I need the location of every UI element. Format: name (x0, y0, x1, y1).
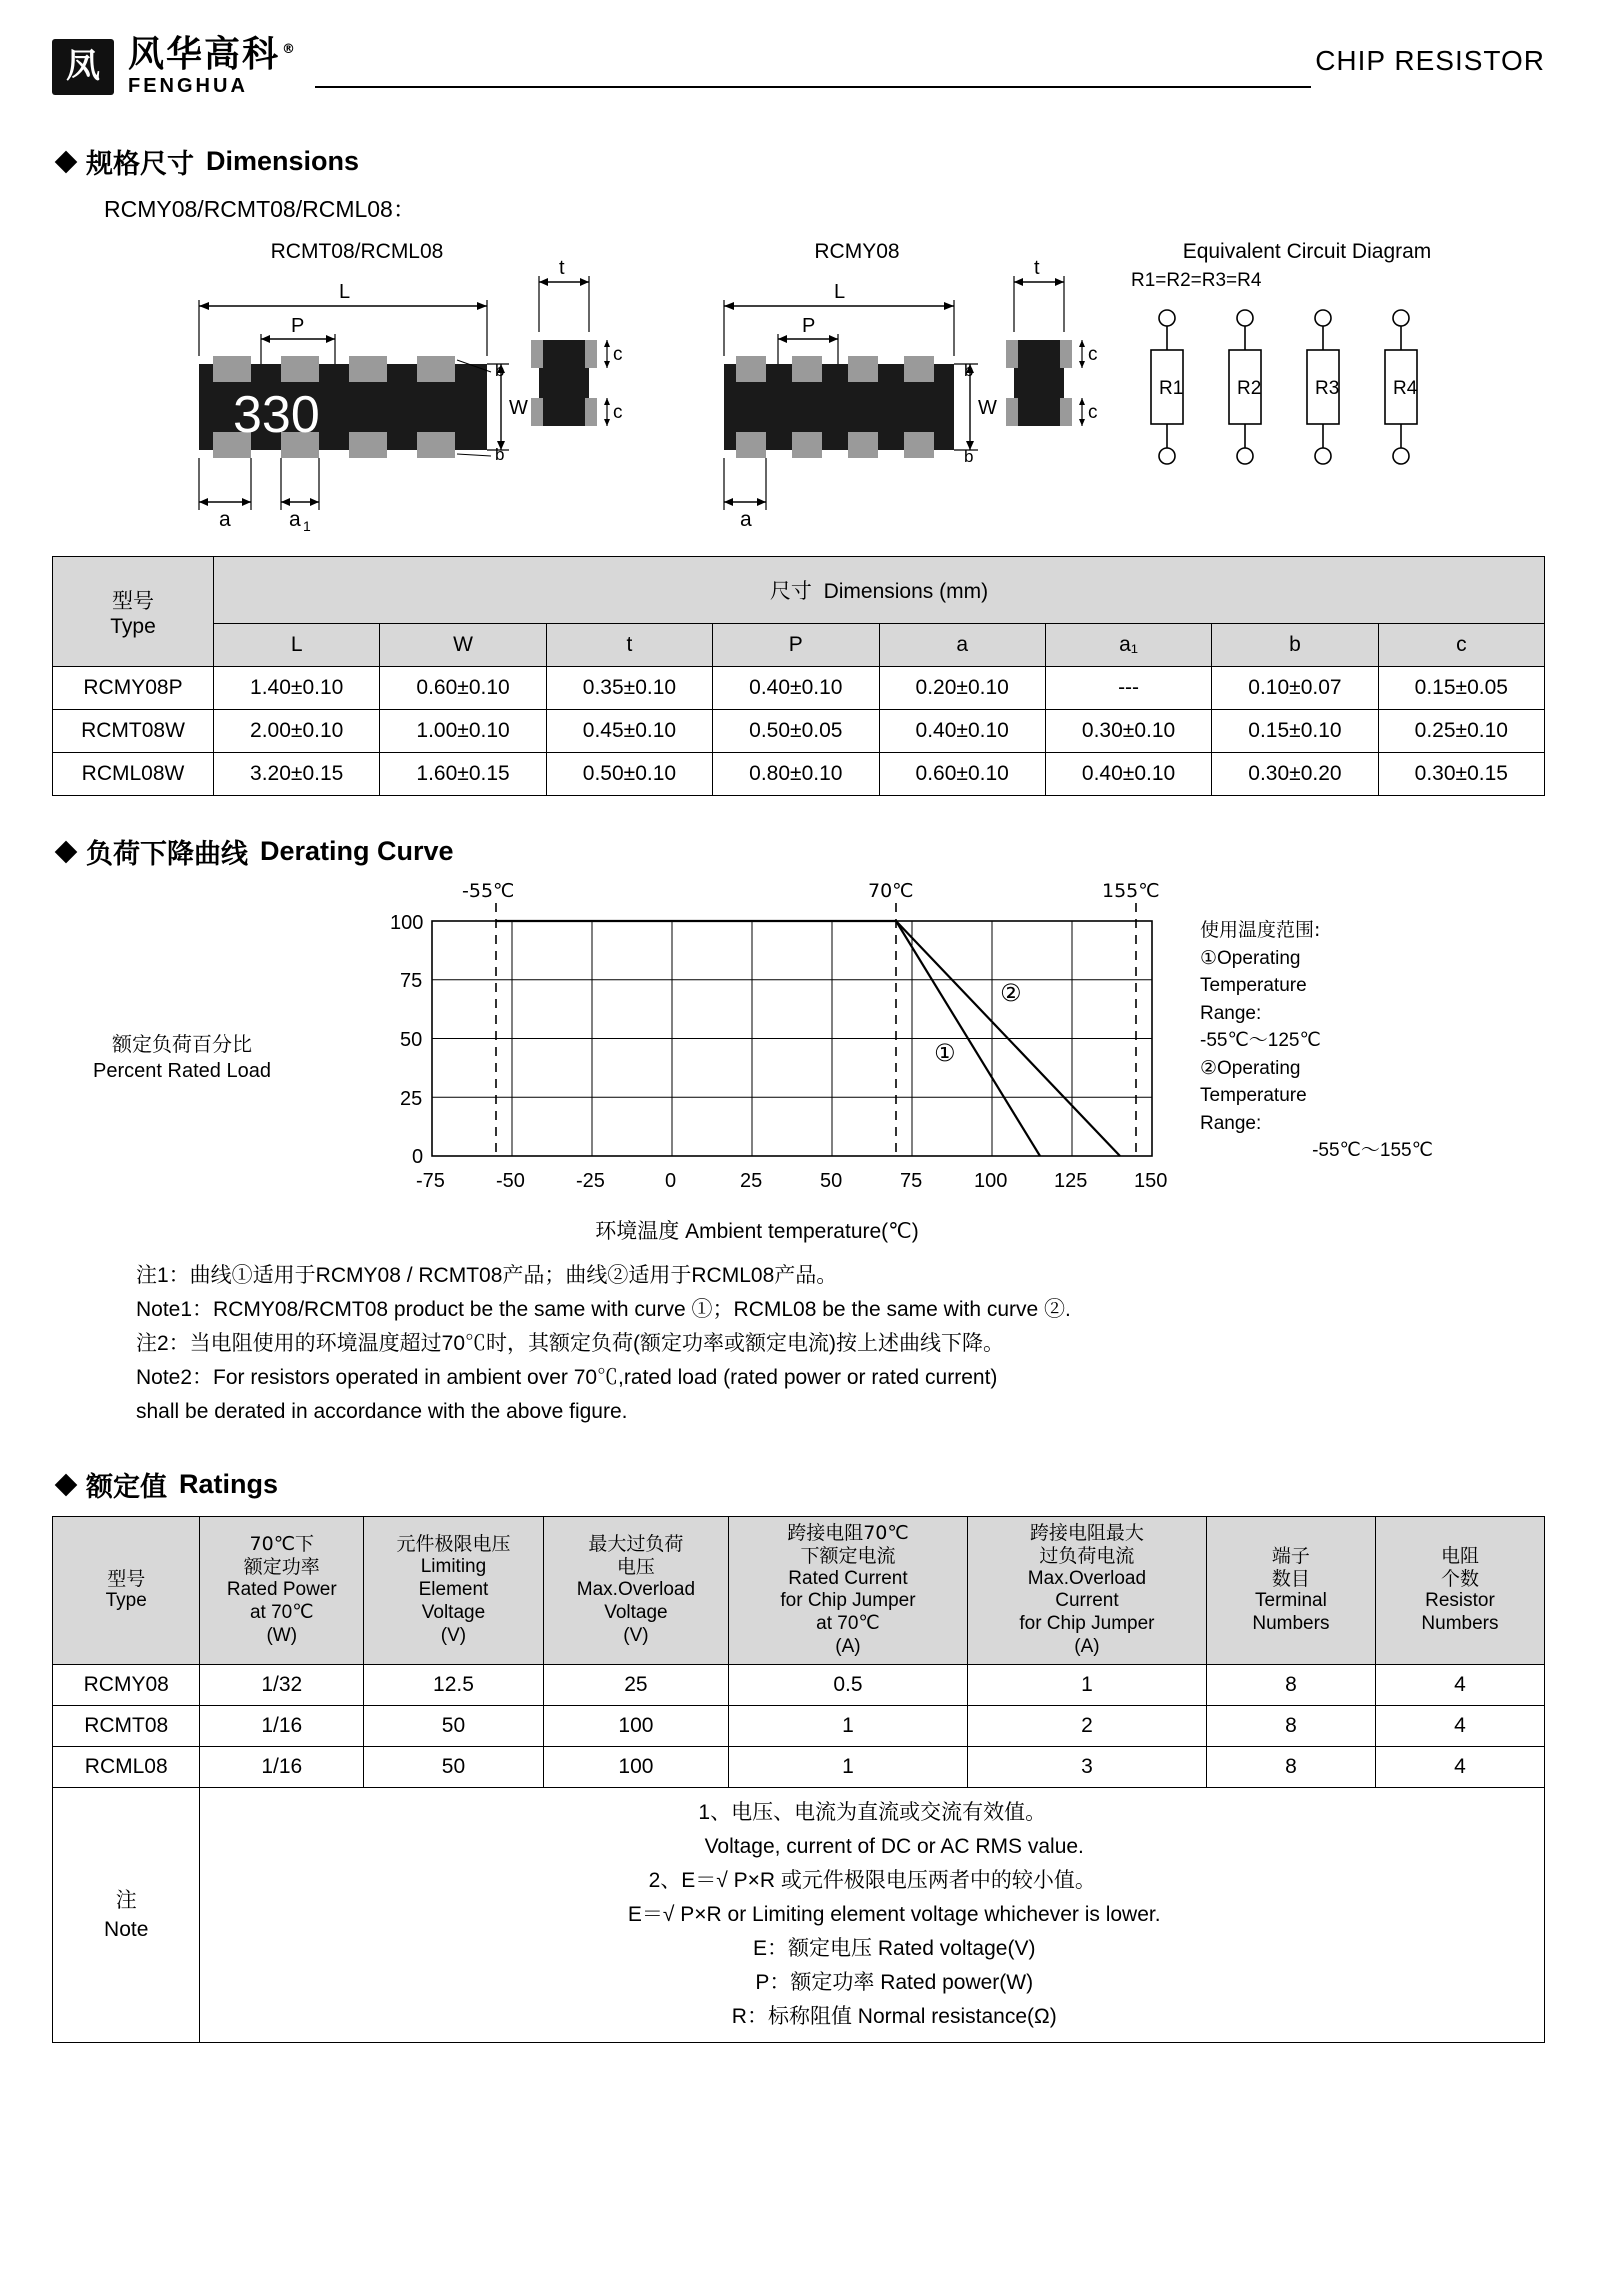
logo-company-cn-text: 风华高科 (128, 34, 281, 76)
dim-row2-c: 0.30±0.15 (1378, 753, 1544, 796)
ratings-note-3: E＝√ P×R or Limiting element voltage whichever is lower. (627, 1902, 1161, 1926)
derating-chart-block (52, 881, 1545, 1245)
legend-line-8: -55℃～155℃ (1312, 1140, 1433, 1162)
rt-col-limiting-l4: (V) (440, 1624, 467, 1646)
svg-text:c: c (613, 344, 623, 365)
rt-row1-v4: 2 (967, 1705, 1206, 1746)
svg-text:②: ② (1000, 979, 1022, 1007)
legend-line-2: Temperature (1200, 975, 1307, 997)
ratings-note-1: Voltage, current of DC or AC RMS value. (704, 1834, 1084, 1858)
dim-table-header-row-1 (53, 557, 1545, 624)
svg-text:L: L (339, 281, 351, 303)
derate-note-0: 注1：曲线①适用于RCMY08 / RCMT08产品；曲线②适用于RCML08产品。 (136, 1264, 838, 1287)
header-row (52, 28, 1545, 106)
dim-col-type-en: Type (110, 614, 156, 638)
svg-text:25: 25 (400, 1088, 423, 1110)
derating-y-axis-cn: 额定负荷百分比 (112, 1032, 252, 1056)
legend-line-5: ②Operating (1200, 1057, 1301, 1079)
rt-col-moc-l3: Current (1055, 1590, 1119, 1612)
svg-text:P: P (802, 315, 816, 337)
derating-chart (312, 881, 1182, 1245)
dim-row1-type: RCMT08W (53, 710, 214, 753)
svg-text:a: a (219, 508, 231, 531)
ratings-note-label (53, 1787, 200, 2042)
svg-text:b: b (964, 447, 974, 466)
rt-row2-v6: 4 (1375, 1746, 1544, 1787)
dim-col-t: t (546, 624, 712, 667)
rt-row0-v3: 0.5 (728, 1664, 967, 1705)
svg-text:b: b (495, 361, 505, 380)
svg-text:t: t (1034, 257, 1040, 279)
dim-row1-a1: 0.30±0.10 (1045, 710, 1211, 753)
dimensions-table (52, 556, 1545, 796)
rt-col-resistor-numbers (1375, 1517, 1544, 1665)
derating-x-axis-en: Ambient temperature(℃) (685, 1220, 919, 1243)
rt-col-mov-l0: 最大过负荷 (588, 1533, 684, 1556)
ratings-note-row (53, 1787, 1545, 2042)
rt-row2-v1: 50 (364, 1746, 544, 1787)
svg-text:a: a (740, 508, 752, 531)
rt-col-term-l2: Terminal (1255, 1590, 1327, 1612)
dim-row0-a: 0.20±0.10 (879, 667, 1045, 710)
rt-col-mov-l1: 电压 (616, 1556, 655, 1579)
svg-text:-55℃: -55℃ (462, 881, 515, 902)
section-ratings-heading (58, 1465, 1545, 1504)
diamond-bullet-icon (55, 1473, 78, 1496)
drawing-side2-svg (982, 240, 1112, 510)
rt-col-moc-l2: Max.Overload (1027, 1567, 1147, 1589)
diamond-bullet-icon (55, 840, 78, 863)
rt-col-rated-power-l3: at 70℃ (249, 1601, 314, 1623)
table-row (53, 753, 1545, 796)
rt-row0-v2: 25 (543, 1664, 728, 1705)
rt-col-type-en: Type (105, 1590, 147, 1612)
rt-col-type-cn: 型号 (107, 1567, 146, 1590)
dim-col-W: W (380, 624, 546, 667)
svg-text:75: 75 (900, 1170, 923, 1192)
drawing-label-left: RCMT08/RCML08 (270, 240, 444, 263)
rt-row2-v5: 8 (1206, 1746, 1375, 1787)
rt-col-limiting-l1: Limiting (420, 1556, 487, 1578)
dim-row2-P: 0.80±0.10 (713, 753, 879, 796)
dim-col-b: b (1212, 624, 1378, 667)
legend-line-3: Range: (1200, 1002, 1262, 1024)
drawing-rcmt08-svg (157, 264, 557, 534)
ratings-table (52, 1516, 1545, 2043)
page-title: CHIP RESISTOR (1305, 45, 1545, 77)
dim-row1-P: 0.50±0.05 (713, 710, 879, 753)
svg-text:c: c (613, 402, 623, 423)
rt-col-rcj-l5: (A) (835, 1636, 861, 1658)
derating-curve-svg (312, 881, 1182, 1211)
package-drawings (52, 240, 1545, 540)
rt-col-mov-l2: Max.Overload (576, 1579, 696, 1601)
rt-row0-type: RCMY08 (53, 1664, 200, 1705)
table-row (53, 1746, 1545, 1787)
diamond-bullet-icon (55, 150, 78, 173)
page-header (52, 28, 1545, 106)
ratings-note-0: 1、电压、电流为直流或交流有效值。 (698, 1800, 1047, 1824)
dim-col-a1: a₁ (1045, 624, 1211, 667)
svg-text:R2: R2 (1237, 378, 1262, 399)
dim-row2-type: RCML08W (53, 753, 214, 796)
section-derating-en: Derating Curve (260, 836, 454, 866)
dim-row1-W: 1.00±0.10 (380, 710, 546, 753)
dim-row2-W: 1.60±0.15 (380, 753, 546, 796)
rt-col-rated-power (200, 1517, 364, 1665)
rt-col-res-l3: Numbers (1421, 1613, 1499, 1635)
section-derating-cn: 负荷下降曲线 (86, 839, 248, 870)
svg-text:125: 125 (1054, 1170, 1088, 1192)
dim-table-header-row-2 (53, 624, 1545, 667)
dim-row0-P: 0.40±0.10 (713, 667, 879, 710)
company-logo (52, 36, 297, 98)
table-row (53, 710, 1545, 753)
dim-row0-c: 0.15±0.05 (1378, 667, 1544, 710)
rt-col-moc-l0: 跨接电阻最大 (1029, 1522, 1144, 1545)
svg-text:W: W (509, 397, 528, 419)
rt-row2-v0: 1/16 (200, 1746, 364, 1787)
derate-note-2: 注2：当电阻使用的环境温度超过70℃时，其额定负荷(额定功率或额定电流)按上述曲线下降。 (136, 1332, 1005, 1356)
dim-row1-a: 0.40±0.10 (879, 710, 1045, 753)
svg-text:50: 50 (820, 1170, 843, 1192)
dim-col-L: L (214, 624, 380, 667)
rt-row0-v5: 8 (1206, 1664, 1375, 1705)
dim-row0-a1: --- (1045, 667, 1211, 710)
svg-text:R4: R4 (1393, 378, 1418, 399)
section-derating-heading (58, 832, 1545, 871)
rt-col-moc-l1: 过负荷电流 (1039, 1544, 1135, 1567)
dim-group-header-en: Dimensions (mm) (823, 580, 989, 603)
svg-text:75: 75 (400, 970, 423, 992)
dim-group-header-cn: 尺寸 (769, 579, 812, 603)
logo-mark-icon (52, 39, 114, 95)
svg-text:155℃: 155℃ (1102, 881, 1160, 902)
derate-note-3: Note2：For resistors operated in ambient over 70℃,rated load (rated power or rated current) (136, 1366, 998, 1390)
drawing-label-mid: RCMY08 (814, 240, 900, 263)
ratings-note-5: P：额定功率 Rated power(W) (755, 1970, 1034, 1994)
svg-text:①: ① (934, 1039, 956, 1067)
rt-col-term-l3: Numbers (1252, 1613, 1330, 1635)
rt-row2-v3: 1 (728, 1746, 967, 1787)
derating-x-axis-cn: 环境温度 (595, 1219, 680, 1243)
svg-text:100: 100 (974, 1170, 1008, 1192)
rt-row2-v2: 100 (543, 1746, 728, 1787)
rt-col-max-overload-voltage (543, 1517, 728, 1665)
rt-col-mov-l4: (V) (623, 1624, 649, 1646)
legend-line-0: 使用温度范围: (1200, 919, 1321, 941)
rt-row0-v4: 1 (967, 1664, 1206, 1705)
dim-row2-L: 3.20±0.15 (214, 753, 380, 796)
legend-line-4: -55℃～125℃ (1200, 1030, 1321, 1052)
ratings-note-2: 2、E＝√ P×R 或元件极限电压两者中的较小值。 (648, 1868, 1096, 1892)
ratings-note-4: E：额定电压 Rated voltage(V) (753, 1936, 1036, 1960)
rt-col-rated-power-l0: 70℃下 (249, 1533, 315, 1556)
rt-col-terminal-numbers (1206, 1517, 1375, 1665)
ratings-note-label-en: Note (104, 1917, 149, 1941)
drawing-rcmy08-svg (692, 264, 1022, 534)
ratings-note-content (200, 1787, 1545, 2042)
derating-y-axis-title (52, 881, 312, 1085)
svg-text:25: 25 (740, 1170, 763, 1192)
derating-notes (136, 1259, 1545, 1429)
svg-text:-25: -25 (576, 1170, 605, 1192)
rt-col-rcj-l4: at 70℃ (816, 1613, 880, 1635)
dimensions-subtitle: RCMY08/RCMT08/RCML08： (104, 196, 416, 222)
rt-col-rated-power-l2: Rated Power (226, 1579, 337, 1601)
svg-text:50: 50 (400, 1029, 423, 1051)
ratings-header-row (53, 1517, 1545, 1665)
rt-col-term-l0: 端子 (1271, 1544, 1310, 1567)
equivalent-circuit-svg (1127, 292, 1487, 492)
dim-row1-c: 0.25±0.10 (1378, 710, 1544, 753)
drawing-equivalent-circuit (1127, 240, 1487, 492)
dim-col-type (53, 557, 214, 667)
svg-text:c: c (1088, 344, 1098, 365)
dim-col-type-cn: 型号 (112, 588, 154, 613)
rt-col-limiting-voltage (364, 1517, 544, 1665)
svg-text:-50: -50 (496, 1170, 525, 1192)
dim-row2-a1: 0.40±0.10 (1045, 753, 1211, 796)
circuit-note: R1=R2=R3=R4 (1131, 270, 1262, 291)
rt-col-res-l0: 电阻 (1440, 1544, 1479, 1567)
section-ratings-en: Ratings (179, 1469, 279, 1500)
dim-col-a: a (879, 624, 1045, 667)
rt-row1-v3: 1 (728, 1705, 967, 1746)
drawing-label-right: Equivalent Circuit Diagram (1182, 240, 1432, 263)
rt-row1-v5: 8 (1206, 1705, 1375, 1746)
dim-row2-a: 0.60±0.10 (879, 753, 1045, 796)
logo-text (128, 36, 297, 98)
derating-legend (1182, 881, 1545, 1165)
dim-col-P: P (713, 624, 879, 667)
svg-text:b: b (964, 361, 974, 380)
derate-note-4: shall be derated in accordance with the above figure. (136, 1400, 628, 1424)
rt-col-res-l1: 个数 (1440, 1567, 1479, 1590)
rt-row2-v4: 3 (967, 1746, 1206, 1787)
legend-line-1: ①Operating (1200, 947, 1301, 969)
svg-text:b: b (495, 445, 505, 464)
rt-row0-v0: 1/32 (200, 1664, 364, 1705)
drawing-side1-svg (507, 240, 637, 510)
svg-text:R1: R1 (1159, 378, 1184, 399)
rt-col-limiting-l2: Element (418, 1579, 489, 1601)
svg-text:-75: -75 (416, 1170, 445, 1192)
rt-col-rated-power-l4: (W) (266, 1624, 298, 1646)
rt-row0-v6: 4 (1375, 1664, 1544, 1705)
derating-x-axis-title (332, 1215, 1182, 1245)
svg-text:R3: R3 (1315, 378, 1340, 399)
svg-text:1: 1 (303, 518, 311, 534)
svg-text:c: c (1088, 402, 1098, 423)
legend-line-7: Range: (1200, 1112, 1262, 1134)
rt-row0-v1: 12.5 (364, 1664, 544, 1705)
dim-row1-L: 2.00±0.10 (214, 710, 380, 753)
rt-row1-type: RCMT08 (53, 1705, 200, 1746)
dim-group-header (214, 557, 1545, 624)
rt-col-moc-l4: for Chip Jumper (1019, 1613, 1155, 1635)
svg-text:P: P (291, 315, 305, 337)
dim-row1-t: 0.45±0.10 (546, 710, 712, 753)
rt-col-rcj-l3: for Chip Jumper (780, 1590, 916, 1612)
logo-company-en: FENGHUA (128, 74, 248, 97)
ratings-note-label-cn: 注 (115, 1887, 137, 1912)
rt-row1-v2: 100 (543, 1705, 728, 1746)
drawing-rcmt08-rcml08 (157, 240, 557, 534)
rt-row1-v6: 4 (1375, 1705, 1544, 1746)
drawing-rcmt08-side (507, 240, 637, 510)
rt-col-term-l1: 数目 (1271, 1567, 1310, 1590)
section-ratings-cn: 额定值 (86, 1472, 167, 1504)
dim-row0-L: 1.40±0.10 (214, 667, 380, 710)
rt-col-rcj-l1: 下额定电流 (800, 1544, 896, 1567)
svg-text:a: a (289, 508, 301, 531)
rt-col-rated-power-l1: 额定功率 (243, 1556, 320, 1579)
ratings-note-6: R：标称阻值 Normal resistance(Ω) (731, 2004, 1057, 2028)
table-row (53, 1705, 1545, 1746)
svg-text:330: 330 (233, 386, 320, 444)
rt-col-max-overload-current (967, 1517, 1206, 1665)
dim-col-c: c (1378, 624, 1544, 667)
derate-note-1: Note1：RCMY08/RCMT08 product be the same with curve ①；RCML08 be the same with curve ②. (136, 1298, 1071, 1322)
rt-row2-type: RCML08 (53, 1746, 200, 1787)
dim-row0-b: 0.10±0.07 (1212, 667, 1378, 710)
svg-text:100: 100 (390, 912, 424, 934)
svg-text:150: 150 (1134, 1170, 1168, 1192)
logo-glyph: 凤 (66, 47, 100, 85)
drawing-rcmy08 (692, 240, 1022, 534)
drawing-rcmy08-side (982, 240, 1112, 510)
rt-col-type (53, 1517, 200, 1665)
dim-row2-t: 0.50±0.10 (546, 753, 712, 796)
rt-col-limiting-l0: 元件极限电压 (396, 1533, 511, 1556)
svg-text:L: L (834, 281, 846, 303)
dim-row0-W: 0.60±0.10 (380, 667, 546, 710)
section-dimensions-cn: 规格尺寸 (86, 149, 194, 180)
section-dimensions-heading (58, 142, 1545, 181)
derating-y-axis-en: Percent Rated Load (93, 1060, 271, 1082)
rt-row1-v1: 50 (364, 1705, 544, 1746)
rt-col-mov-l3: Voltage (604, 1601, 668, 1623)
legend-line-6: Temperature (1200, 1085, 1307, 1107)
svg-text:t: t (559, 257, 565, 279)
rt-col-rcj-l0: 跨接电阻70℃ (787, 1522, 909, 1545)
section-dimensions-en: Dimensions (206, 146, 360, 176)
dim-row0-type: RCMY08P (53, 667, 214, 710)
rt-row1-v0: 1/16 (200, 1705, 364, 1746)
svg-text:0: 0 (665, 1170, 677, 1192)
header-divider (315, 86, 1311, 88)
rt-col-moc-l5: (A) (1074, 1636, 1100, 1658)
rt-col-rated-current-jumper (728, 1517, 967, 1665)
rt-col-rcj-l2: Rated Current (788, 1567, 908, 1589)
registered-mark-icon: ® (282, 42, 298, 58)
table-row (53, 667, 1545, 710)
rt-col-limiting-l3: Voltage (421, 1601, 486, 1623)
svg-text:70℃: 70℃ (868, 881, 914, 902)
dim-row2-b: 0.30±0.20 (1212, 753, 1378, 796)
rt-col-res-l2: Resistor (1425, 1590, 1495, 1612)
table-row (53, 1664, 1545, 1705)
logo-company-cn (128, 36, 297, 74)
dim-row0-t: 0.35±0.10 (546, 667, 712, 710)
svg-text:W: W (978, 397, 997, 419)
svg-text:0: 0 (412, 1146, 424, 1168)
dim-row1-b: 0.15±0.10 (1212, 710, 1378, 753)
